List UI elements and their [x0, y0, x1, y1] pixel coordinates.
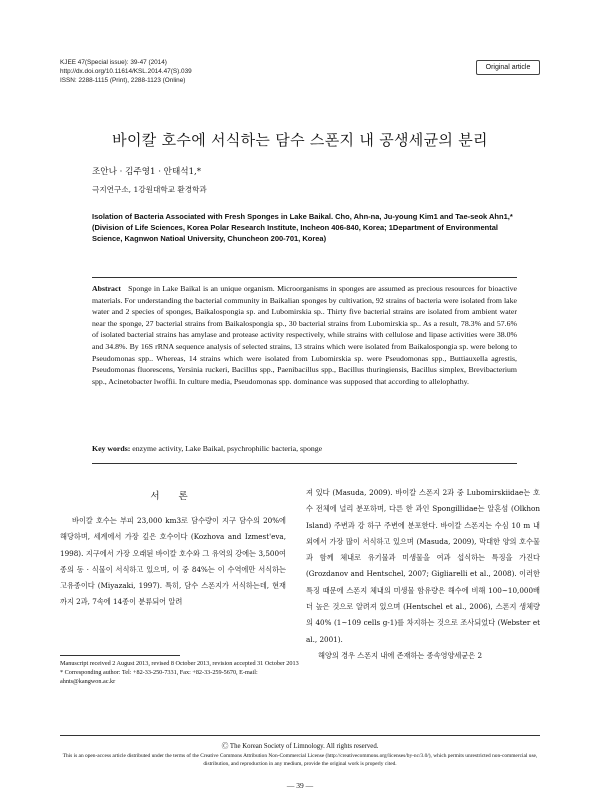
- section-title-introduction: 서 론: [150, 491, 196, 502]
- body-column-left: [60, 513, 286, 611]
- body-paragraph: 해양의 경우 스폰지 내에 존재하는 종속영양세균은 2: [318, 650, 483, 660]
- abstract-label: Abstract: [92, 284, 122, 293]
- journal-header: [60, 58, 192, 85]
- manuscript-dates: Manuscript received 2 August 2013, revised 8 October 2013, revision accepted 31 October 2013: [60, 660, 299, 667]
- paper-title: 바이칼 호수에 서식하는 담수 스폰지 내 공생세균의 분리: [112, 131, 488, 149]
- keywords-label: Key words:: [92, 444, 131, 453]
- abstract-top-divider: [92, 277, 517, 278]
- article-type-badge: Original article: [476, 60, 540, 75]
- affiliation: 극지연구소, 1강원대학교 환경학과: [92, 185, 207, 194]
- abstract-bottom-divider: [92, 463, 517, 464]
- keywords: [92, 444, 517, 453]
- journal-citation: KJEE 47(Special issue): 39-47 (2014): [60, 59, 167, 66]
- keywords-text: enzyme activity, Lake Baikal, psychrophilic bacteria, sponge: [132, 444, 323, 453]
- footnote-divider: [60, 655, 180, 656]
- issn-line: ISSN: 2288-1115 (Print), 2288-1123 (Online): [60, 77, 186, 84]
- body-column-right: [306, 485, 540, 664]
- page-number: — 39 —: [286, 781, 314, 790]
- body-paragraph: 져 있다 (Masuda, 2009). 바이칼 스폰지 2과 중 Lubomirskiidae는 호수 전체에 널리 분포하며, 다른 한 과인 Spongillidae는 알혼섬 (Olkhon Island) 주변과 강 하구 주변에 분포한다. 바이칼 스폰지는 수심 10 m 내외에서 가장 많이 서식하고 있으며 (Masuda, 2009), 막대한 양의 호수물과 함께 체내로 유기물과 미생물을 여과 섭식하는 특징을 가진다 (Grozdanov and Hentschel, 2007; Gigliarelli et al., 2008). 이러한 특징 때문에 스폰지 체내의 미생물 함유량은 해수에 비해 100~10,000배 더 높은 것으로 알려져 있으며 (Hentschel et al., 2006), 스폰지 생체량의 40% (1~109 cells g-1)를 차지하는 것으로 조사되었다 (Webster et al., 2001).: [306, 488, 540, 644]
- corresponding-author: * Corresponding author: Tel: +82-33-250-7331, Fax: +82-33-259-5670, E-mail: ahnts@kangwon.ac.kr: [60, 669, 258, 685]
- footer-divider: [60, 735, 540, 736]
- abstract-text: Sponge in Lake Baikal is an unique organism. Microorganisms in sponges are assumed as precious resources for bioactive materials. For understanding the bacterial community in Baikalian sponges by cultivation, 92 strains of bacteria were isolated from lake water and 2 species of sponges, Baikalospongia sp. and Lubomirskia sp.. Thirty five bacterial strains are isolated from ambient water near the sponge, 27 bacterial strains from Baikalospongia sp., 30 bacterial strains from Lubomirskia sp.. As a result, 78.3% and 57.6% of isolated bacterial strains has amylase and protease activity respectively, while strains with cellulose and lipase activities were 38.0% and 34.8%. By 16S rRNA sequence analysis of selected strains, 13 strains which were isolated from Baikalospongia sp. were belong to Pseudomonas spp.. Whereas, 14 strains which were isolated from Lubomirskia sp. were Pseudomonas spp., Buttiauxella agrestis, Pseudomonas fluorescens, Yersinia ruckeri, Bacillus spp., Paenibacillus spp., Bacillus thuringiensis, Bacillus simplex, Brevibacterium spp., Acinetobacter lwoffii. In culture media, Pseudomonas spp. dominance was supposed that according to allelophathy.: [92, 284, 517, 386]
- english-title-block: Isolation of Bacteria Associated with Fresh Sponges in Lake Baikal. Cho, Ahn-na, Ju-young Kim1 and Tae-seok Ahn1,* (Division of Life Sciences, Korea Polar Research Institute, Incheon 406-840, Korea; 1Department of Environmental Science, Kagnwon Natioal University, Chuncheon 200-701, Korea): [92, 212, 513, 243]
- author-list: 조안나 · 김주영1 · 안태석1,*: [92, 167, 202, 177]
- body-paragraph: 바이칼 호수는 부피 23,000 km3로 담수량이 지구 담수의 20%에 해당하며, 세계에서 가장 깊은 호수이다 (Kozhova and Izmest'eva, 1998). 지구에서 가장 오래된 바이칼 호수와 그 유역의 강에는 3,500여 종의 동 · 식물이 서식하고 있으며, 이 중 84%는 이 수역에만 서식하는 고유종이다 (Miyazaki, 1997). 특히, 담수 스폰지가 서식하는데, 현재까지 2과, 7속에 14종이 분류되어 알려: [60, 516, 286, 607]
- copyright-line: Ⓒ The Korean Society of Limnology. All rights reserved.: [221, 743, 379, 750]
- license-text: This is an open-access article distributed under the terms of the Creative Commons Attribution Non-Commercial License (http://creativecommons.org/licenses/by-nc/3.0/), which permits unrestricted non-commercial use, distribution, and reproduction in any medium, provide the original work is properly cited.: [62, 753, 538, 767]
- abstract: [92, 283, 517, 387]
- doi-link[interactable]: http://dx.doi.org/10.11614/KSL.2014.47(S).039: [60, 68, 192, 75]
- manuscript-notes: [60, 659, 300, 686]
